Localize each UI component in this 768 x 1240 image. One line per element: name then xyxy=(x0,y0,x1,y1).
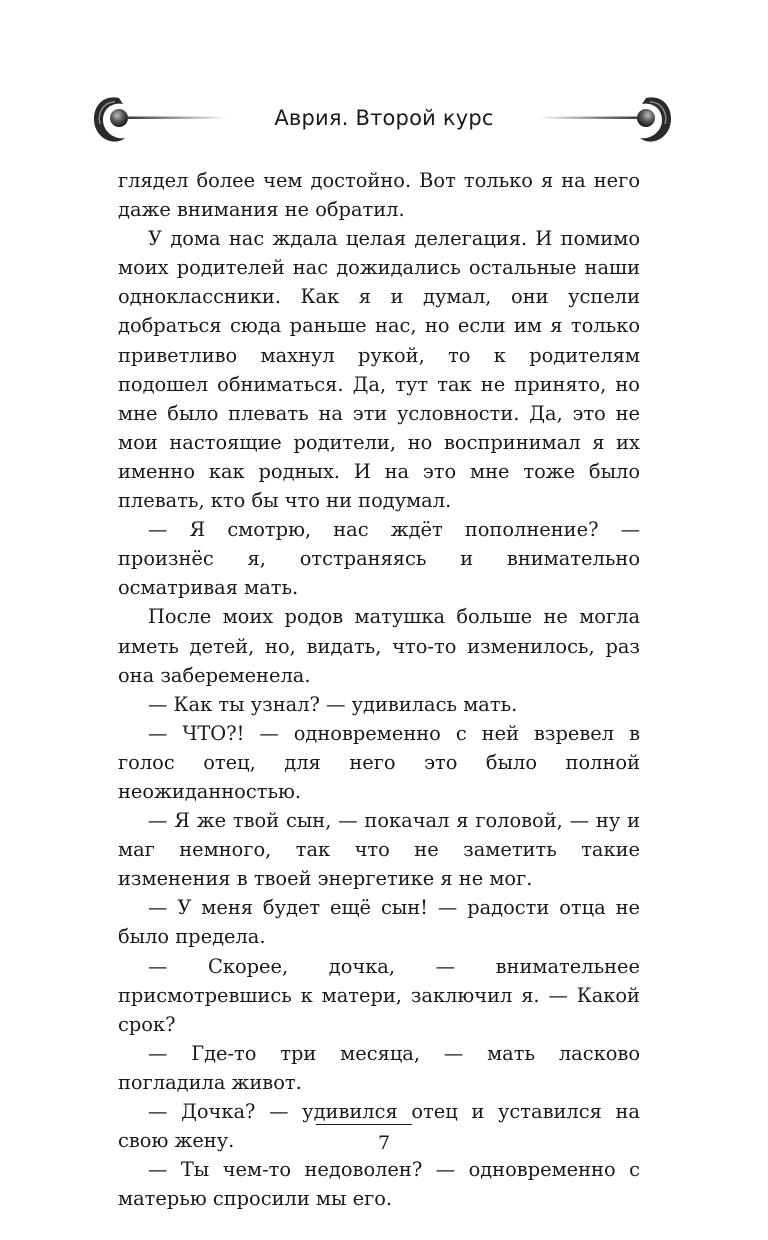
paragraph: глядел более чем достойно. Вот только я на него даже внимания не обратил. xyxy=(118,169,640,222)
paragraph: — Я же твой сын, — покачал я головой, — ну и маг немного, так что не заметить такие изменения в твоей энергетике я не мог. xyxy=(118,809,640,891)
paragraph: — Дочка? — удивился отец и уставился на свою жену. xyxy=(118,1100,640,1153)
ornament-right-icon xyxy=(530,88,680,148)
paragraph: — ЧТО?! — одновременно с ней взревел в голос отец, для него это было полной неожиданностью. xyxy=(118,721,640,803)
paragraph: — Я смотрю, нас ждёт пополнение? — произнёс я, отстраняясь и внимательно осматривая мать. xyxy=(118,518,640,600)
book-title: Аврия. Второй курс xyxy=(274,106,494,130)
page-number: 7 xyxy=(377,1132,391,1154)
paragraph: У дома нас ждала целая делегация. И помимо моих родителей нас дожидались остальные наши одноклассники. Как я и думал, они успели добраться сюда раньше нас, но если им я только приветливо махнул рукой, то к родителям подошел обниматься. Да, тут так не принято, но мне было плевать на эти условности. Да, это не мои настоящие родители, но воспринимал я их именно как родных. И на это мне тоже было плевать, кто бы что ни подумал. xyxy=(118,227,640,513)
paragraph: — Где-то три месяца, — мать ласково погладила живот. xyxy=(118,1041,640,1094)
paragraph: — Как ты узнал? — удивилась мать. xyxy=(148,692,518,716)
body-text xyxy=(118,166,640,1213)
paragraph: После моих родов матушка больше не могла иметь детей, но, видать, что-то изменилось, раз она забеременела. xyxy=(118,605,640,687)
footer-rule xyxy=(316,1124,412,1125)
paragraph: — Ты чем-то недоволен? — одновременно с матерью спросили мы его. xyxy=(118,1158,640,1211)
running-header xyxy=(0,88,768,148)
paragraph: — Скорее, дочка, — внимательнее присмотревшись к матери, заключил я. — Какой срок? xyxy=(118,954,640,1036)
paragraph: — У меня будет ещё сын! — радости отца не было предела. xyxy=(118,896,640,949)
